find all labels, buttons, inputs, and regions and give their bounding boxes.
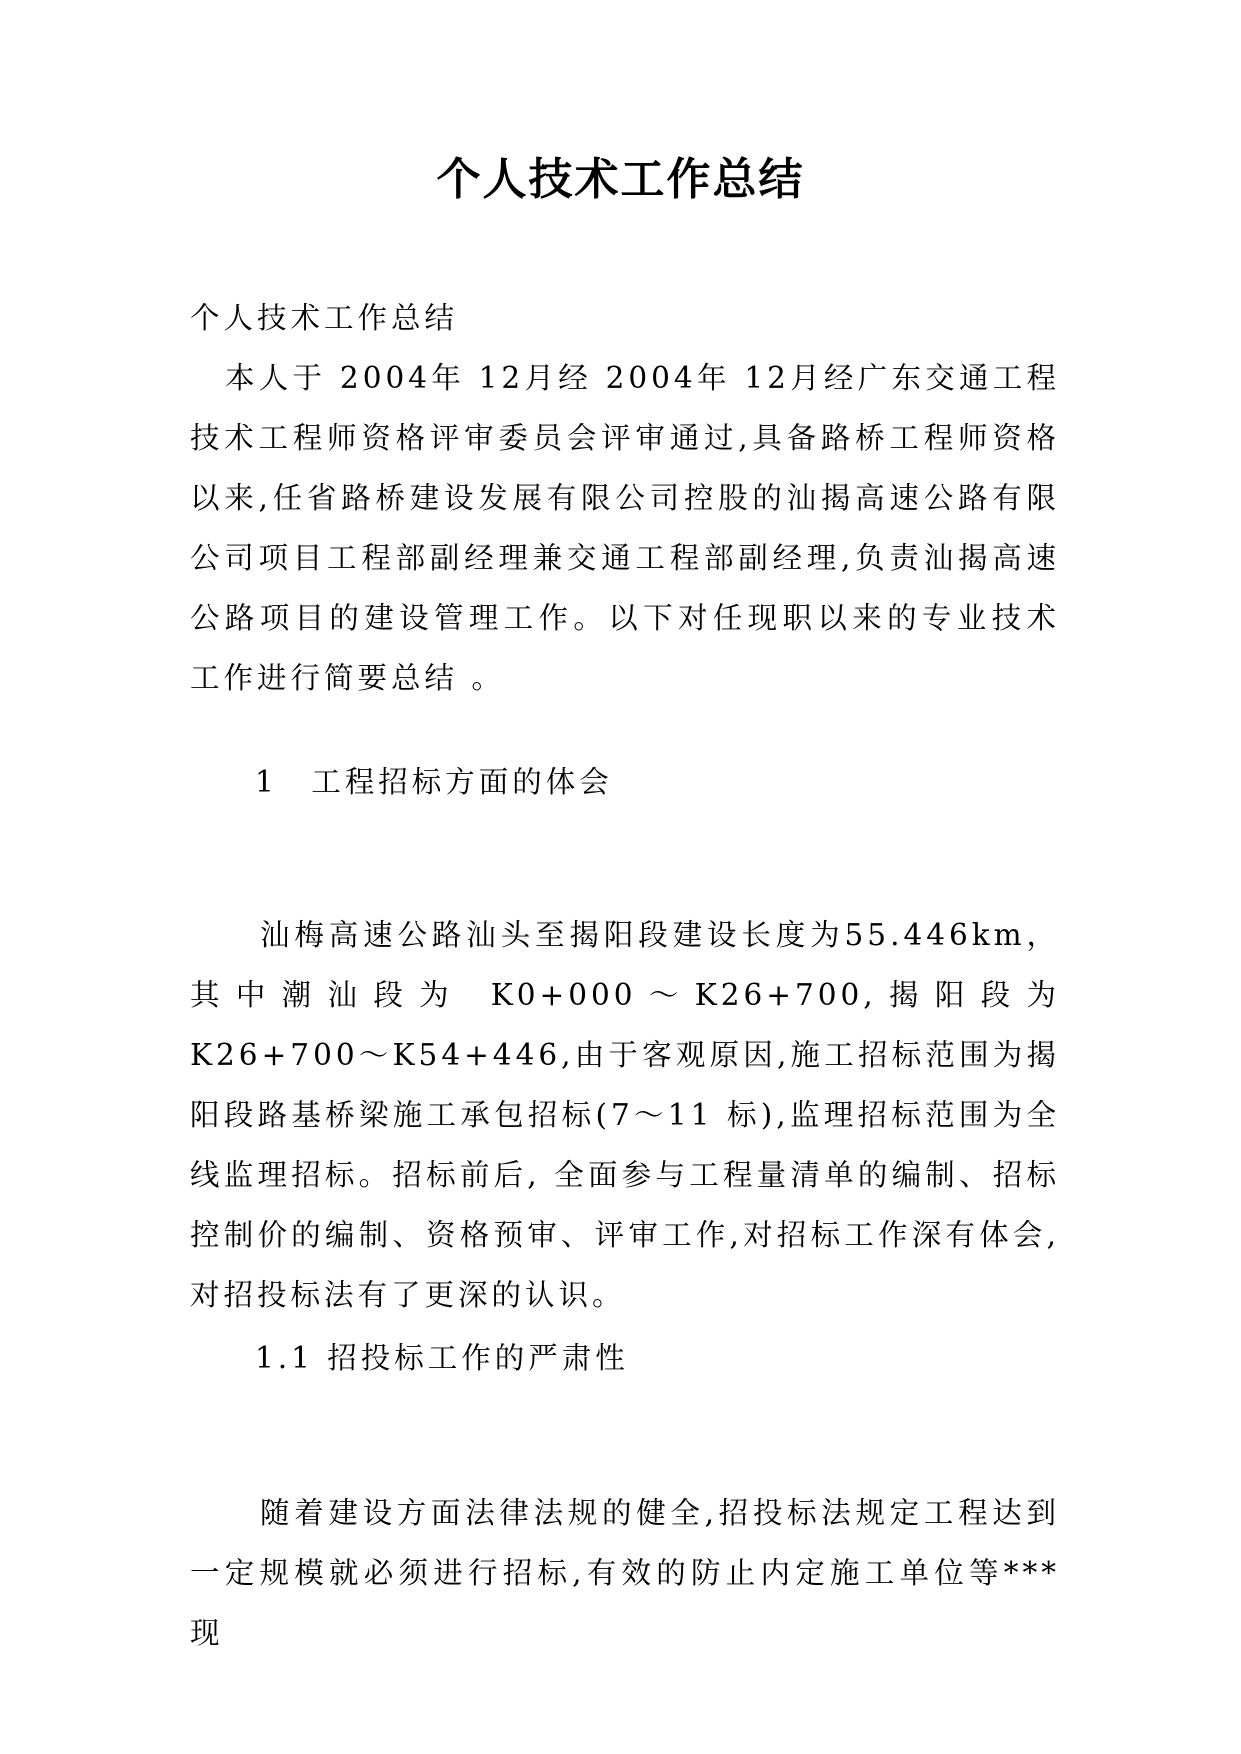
- section-1-paragraph: 汕梅高速公路汕头至揭阳段建设长度为55.446km，其中潮汕段为 K0+000～K26+700,揭阳段为K26+700～K54+446,由于客观原因,施工招标范围为揭阳段路基桥梁施工承包招标(7～11 标),监理招标范围为全线监理招标。招标前后, 全面参与工程量清单的编制、招标控制价的编制、资格预审、评审工作,对招标工作深有体会,对招投标法有了更深的认识。: [190, 918, 1060, 1312]
- section-heading-1: 1 工程招标方面的体会: [255, 765, 613, 799]
- section-heading-1-1: 1.1 招投标工作的严肃性: [255, 1341, 629, 1375]
- section-1-1-paragraph: 随着建设方面法律法规的健全,招投标法规定工程达到一定规模就必须进行招标,有效的防止内定施工单位等***现: [190, 1496, 1060, 1650]
- document-subtitle: 个人技术工作总结: [190, 301, 459, 335]
- intro-paragraph: 本人于 2004年 12月经 2004年 12月经广东交通工程技术工程师资格评审委员会评审通过,具备路桥工程师资格以来,任省路桥建设发展有限公司控股的汕揭高速公路有限公司项目工程部副经理兼交通工程部副经理,负责汕揭高速公路项目的建设管理工作。以下对任现职以来的专业技术工作进行简要总结 。: [190, 361, 1060, 695]
- document-title: 个人技术工作总结: [436, 154, 805, 205]
